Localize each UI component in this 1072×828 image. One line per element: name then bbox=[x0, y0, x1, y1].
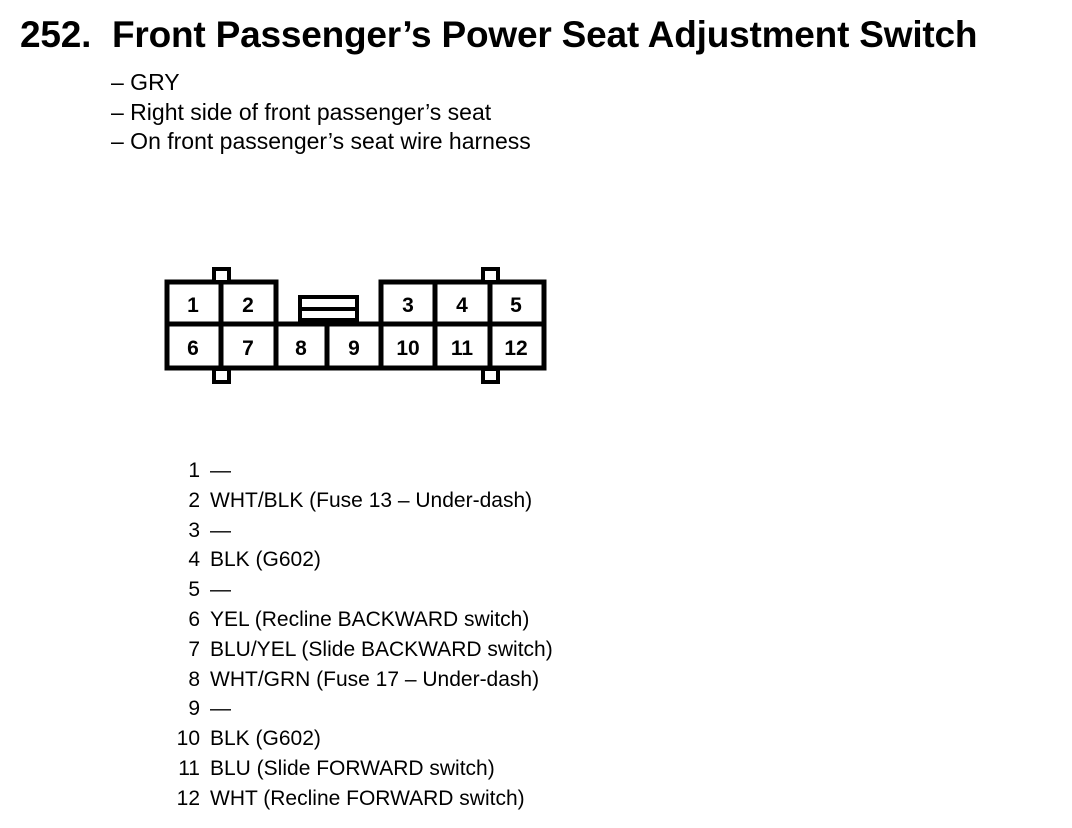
terminal-9: 9 bbox=[348, 337, 360, 360]
terminal-2: 2 bbox=[242, 294, 254, 317]
terminal-6: 6 bbox=[187, 337, 199, 360]
pin-number: 10 bbox=[176, 727, 200, 751]
note-harness: – On front passenger’s seat wire harness bbox=[111, 128, 531, 154]
terminal-1: 1 bbox=[187, 294, 199, 317]
pin-description: — bbox=[210, 518, 231, 542]
pin-description: WHT/GRN (Fuse 17 – Under-dash) bbox=[210, 667, 540, 691]
pin-description: BLU (Slide FORWARD switch) bbox=[210, 756, 495, 780]
pin-row bbox=[172, 724, 553, 754]
pin-number: 2 bbox=[188, 488, 200, 512]
pin-number: 8 bbox=[188, 667, 200, 691]
section-number: 252. bbox=[20, 14, 92, 55]
note-color: – GRY bbox=[111, 69, 180, 95]
pin-number: 4 bbox=[188, 548, 200, 572]
pinout-list bbox=[172, 456, 553, 814]
pin-row bbox=[172, 575, 553, 605]
section-title: Front Passenger’s Power Seat Adjustment Switch bbox=[112, 14, 978, 55]
terminal-5: 5 bbox=[510, 294, 522, 317]
pin-description: BLU/YEL (Slide BACKWARD switch) bbox=[210, 637, 553, 661]
pin-number: 7 bbox=[188, 637, 200, 661]
pin-description: — bbox=[210, 459, 231, 482]
pin-row bbox=[172, 784, 553, 814]
pin-description: YEL (Recline BACKWARD switch) bbox=[210, 607, 530, 631]
pin-row bbox=[172, 486, 553, 516]
pin-row bbox=[172, 516, 553, 546]
pin-row bbox=[172, 754, 553, 784]
terminal-3: 3 bbox=[402, 294, 414, 317]
pin-description: — bbox=[210, 697, 231, 721]
pin-number: 6 bbox=[188, 607, 200, 631]
pin-number: 12 bbox=[176, 786, 200, 810]
pin-number: 9 bbox=[188, 697, 200, 721]
terminal-10: 10 bbox=[396, 337, 420, 360]
latch-tab bbox=[300, 297, 357, 320]
pin-row bbox=[172, 665, 553, 695]
terminal-8: 8 bbox=[295, 337, 307, 360]
note-location: – Right side of front passenger’s seat bbox=[111, 98, 492, 125]
pin-row bbox=[172, 605, 553, 635]
pin-number: 5 bbox=[188, 578, 200, 602]
pin-number: 11 bbox=[178, 756, 200, 780]
pin-description: WHT/BLK (Fuse 13 – Under-dash) bbox=[210, 488, 533, 512]
terminal-4: 4 bbox=[456, 294, 468, 317]
terminal-7: 7 bbox=[242, 337, 254, 360]
pin-description: — bbox=[210, 578, 231, 602]
terminal-11: 11 bbox=[450, 337, 474, 360]
pin-row bbox=[172, 545, 553, 575]
pin-row bbox=[172, 694, 553, 724]
terminal-12: 12 bbox=[504, 337, 528, 360]
pin-description: BLK (G602) bbox=[210, 727, 321, 751]
pin-description: BLK (G602) bbox=[210, 548, 321, 572]
pin-number: 3 bbox=[188, 518, 200, 542]
pin-number: 1 bbox=[188, 459, 200, 482]
pin-description: WHT (Recline FORWARD switch) bbox=[210, 786, 525, 810]
pin-row bbox=[172, 456, 553, 486]
pin-row bbox=[172, 635, 553, 665]
